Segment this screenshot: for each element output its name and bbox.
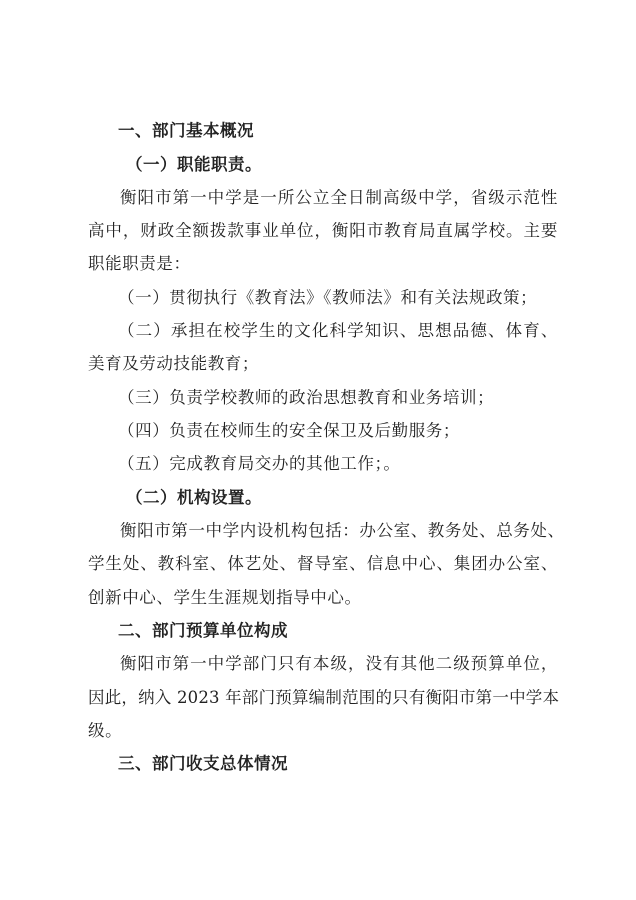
paragraph-line: 衡阳市第一中学是一所公立全日制高级中学，省级示范性 <box>120 188 558 207</box>
paragraph-line: 衡阳市第一中学部门只有本级，没有其他二级预算单位， <box>120 654 558 673</box>
section-2-heading: 二、部门预算单位构成 <box>118 621 288 640</box>
duty-item: （四）负责在校师生的安全保卫及后勤服务； <box>118 421 460 440</box>
paragraph-line: 学生处、教科室、体艺处、督导室、信息中心、集团办公室、 <box>88 554 558 573</box>
section-1-heading: 一、部门基本概况 <box>118 121 254 140</box>
section-3-heading: 三、部门收支总体情况 <box>118 754 288 773</box>
duty-item: （二）承担在校学生的文化科学知识、思想品德、体育、 <box>118 321 558 340</box>
paragraph-line: 高中，财政全额拨款事业单位，衡阳市教育局直属学校。主要 <box>88 221 558 240</box>
duty-item-continued: 美育及劳动技能教育； <box>88 354 259 373</box>
duty-item: （五）完成教育局交办的其他工作；。 <box>118 454 401 473</box>
paragraph-line: 级。 <box>88 721 123 740</box>
paragraph-line: 职能职责是： <box>88 254 191 273</box>
duty-item: （三）负责学校教师的政治思想教育和业务培训； <box>118 388 495 407</box>
duty-item: （一）贯彻执行《教育法》《教师法》和有关法规政策； <box>118 288 538 307</box>
subsection-duties-heading: （一）职能职责。 <box>126 155 262 174</box>
paragraph-line: 衡阳市第一中学内设机构包括：办公室、教务处、总务处、 <box>120 521 565 540</box>
subsection-structure-heading: （二）机构设置。 <box>126 488 262 507</box>
paragraph-line: 因此，纳入 2023 年部门预算编制范围的只有衡阳市第一中学本 <box>88 688 560 707</box>
paragraph-line: 创新中心、学生生涯规划指导中心。 <box>88 588 362 607</box>
